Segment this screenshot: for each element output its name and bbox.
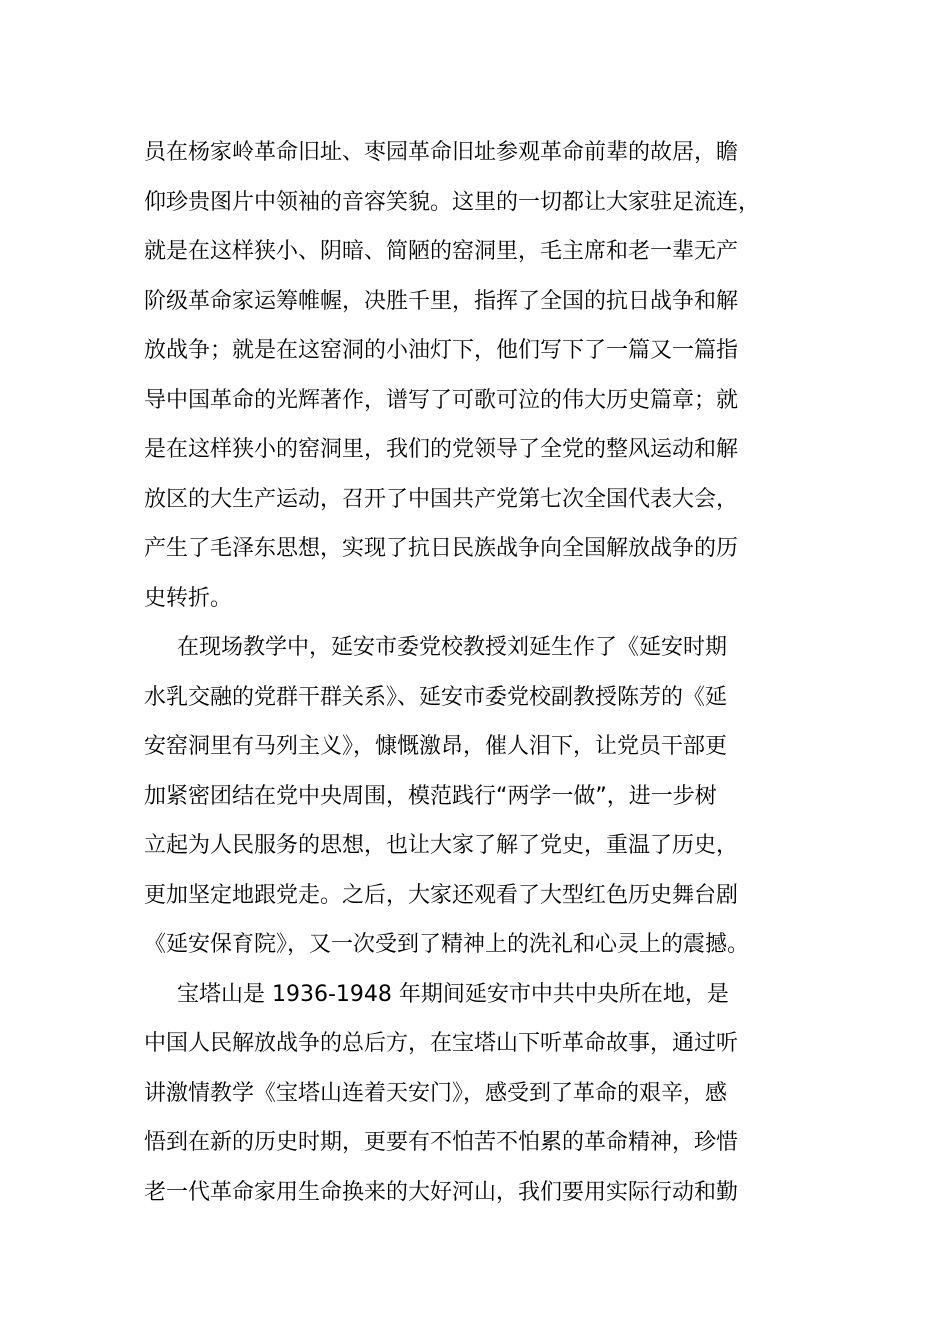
- text-line: 水乳交融的党群干群关系》、延安市委党校副教授陈芳的《延: [144, 684, 728, 710]
- text-line: 老一代革命家用生命换来的大好河山，我们要用实际行动和勤: [144, 1179, 739, 1205]
- text-line: 就是在这样狭小、阴暗、简陋的窑洞里，毛主席和老一辈无产: [144, 239, 739, 264]
- text-line: 史转折。: [144, 585, 233, 611]
- document-body: [144, 128, 824, 1217]
- text-line: 悟到在新的历史时期，更要有不怕苦不怕累的革命精神，珍惜: [144, 1130, 739, 1155]
- text-line: 中国人民解放战争的总后方，在宝塔山下听革命故事，通过听: [144, 1031, 739, 1056]
- text-line: 讲激情教学《宝塔山连着天安门》，感受到了革命的艰辛，感: [144, 1080, 728, 1106]
- text-line: 产生了毛泽东思想，实现了抗日民族战争向全国解放战争的历: [144, 536, 739, 561]
- text-line: 放战争；就是在这窑洞的小油灯下，他们写下了一篇又一篇指: [144, 338, 739, 363]
- text-line: 是在这样狭小的窑洞里，我们的党领导了全党的整风运动和解: [144, 437, 739, 462]
- text-line: 阶级革命家运筹帷幄，决胜千里，指挥了全国的抗日战争和解: [144, 288, 739, 314]
- paragraph-3: [144, 970, 824, 1218]
- text-line: 员在杨家岭革命旧址、枣园革命旧址参观革命前辈的故居，瞻: [144, 140, 739, 165]
- paragraph-1: [144, 128, 824, 623]
- text-line: 加紧密团结在党中央周围，模范践行“两学一做”，进一步树: [144, 783, 717, 809]
- text-line: 宝塔山是 1936-1948 年期间延安市中共中央所在地，是: [177, 981, 729, 1007]
- text-line: 在现场教学中，延安市委党校教授刘延生作了《延安时期: [177, 635, 728, 660]
- text-line: 立起为人民服务的思想，也让大家了解了党史，重温了历史，: [144, 833, 739, 858]
- text-line: 安窑洞里有马列主义》，慷慨激昂，催人泪下，让党员干部更: [144, 734, 728, 759]
- text-line: 《延安保育院》，又一次受到了精神上的洗礼和心灵上的震撼。: [144, 932, 750, 957]
- text-line: 更加坚定地跟党走。之后，大家还观看了大型红色历史舞台剧: [144, 882, 739, 908]
- text-line: 仰珍贵图片中领袖的音容笑貌。这里的一切都让大家驻足流连，: [144, 189, 761, 215]
- text-line: 放区的大生产运动，召开了中国共产党第七次全国代表大会，: [144, 486, 739, 512]
- paragraph-2: [144, 623, 824, 970]
- text-line: 导中国革命的光辉著作，谱写了可歌可泣的伟大历史篇章；就: [144, 387, 739, 413]
